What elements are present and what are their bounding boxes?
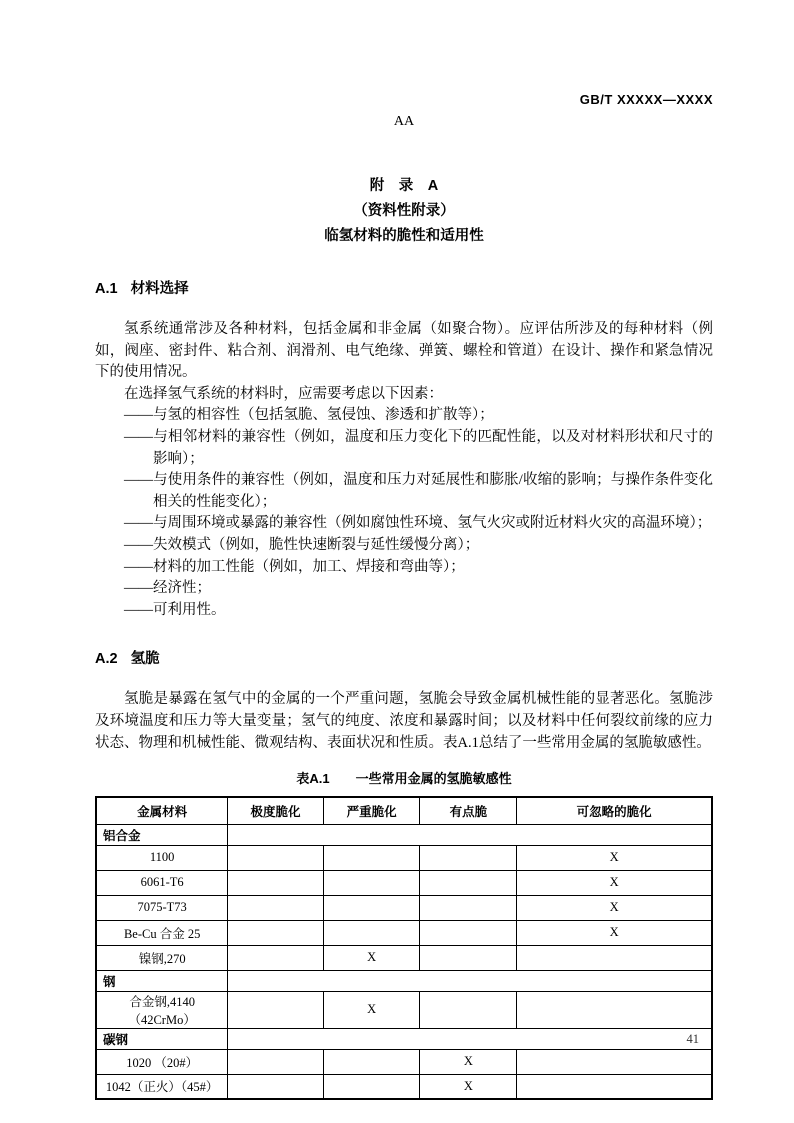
sensitivity-cell — [420, 895, 517, 920]
group-merged-cell — [228, 970, 712, 991]
table-row — [96, 845, 712, 870]
sensitivity-cell — [420, 920, 517, 945]
sensitivity-cell — [517, 991, 712, 1028]
factor-item: ——经济性； — [124, 580, 211, 597]
factor-item: ——可利用性。 — [124, 601, 226, 618]
table-header-cell: 严重脆化 — [323, 797, 420, 824]
material-cell: 碳钢 — [96, 1028, 228, 1049]
material-cell: 铝合金 — [96, 824, 228, 845]
table-row — [96, 895, 712, 920]
factor-item: ——失效模式（例如，脆性快速断裂与延性缓慢分离）； — [124, 536, 480, 553]
factor-item: ——与氢的相容性（包括氢脆、氢侵蚀、渗透和扩散等）； — [124, 407, 494, 424]
section-title: 氢脆 — [130, 651, 160, 668]
factor-item: ——与周围环境或暴露的兼容性（例如腐蚀性环境、氢气火灾或附近材料火灾的高温环境）； — [124, 515, 712, 532]
sensitivity-cell — [323, 845, 420, 870]
sensitivity-cell — [228, 945, 323, 970]
paragraph-a2: 氢脆是暴露在氢气中的金属的一个严重问题，氢脆会导致金属机械性能的显著恶化。氢脆涉及环境温度和压力等大量变量；氢气的纯度、浓度和暴露时间；以及材料中任何裂纹前缘的应力状态、物理和机械性能、微观结构、表面状况和性质。表A.1总结了一些常用金属的氢脆敏感性。 — [95, 691, 713, 751]
table-header — [96, 797, 712, 824]
sensitivity-cell: X — [420, 1074, 517, 1099]
table-row — [96, 970, 712, 991]
material-cell: 1020 （20#） — [96, 1049, 228, 1074]
sensitivity-cell: X — [517, 895, 712, 920]
sensitivity-cell — [228, 870, 323, 895]
sensitivity-cell — [420, 945, 517, 970]
page-number: 41 — [686, 1032, 699, 1046]
standard-code: GB/T XXXXX—XXXX — [579, 92, 713, 107]
factor-item: ——与使用条件的兼容性（例如，温度和压力对延展性和膨胀/收缩的影响；与操作条件变化相关的性能变化）； — [124, 472, 713, 510]
sensitivity-cell — [323, 920, 420, 945]
table-body — [96, 824, 712, 1099]
sensitivity-cell — [517, 945, 712, 970]
sensitivity-cell — [420, 870, 517, 895]
paragraph-a1: 氢系统通常涉及各种材料，包括金属和非金属（如聚合物）。应评估所涉及的每种材料（例如，阀座、密封件、粘合剂、润滑剂、电气绝缘、弹簧、螺栓和管道）在设计、操作和紧急情况下的使用情况。 — [95, 321, 713, 381]
sensitivity-cell: X — [517, 845, 712, 870]
table-header-cell: 可忽略的脆化 — [517, 797, 712, 824]
table-caption-label: 表A.1 — [296, 771, 330, 787]
table-caption — [95, 768, 713, 787]
sensitivity-cell — [420, 991, 517, 1028]
section-title: 材料选择 — [130, 281, 189, 297]
sensitivity-cell: X — [517, 920, 712, 945]
paragraph-a1-lead-in: 在选择氢气系统的材料时，应需要考虑以下因素： — [124, 385, 443, 402]
sensitivity-cell — [420, 845, 517, 870]
sensitivity-cell — [323, 1074, 420, 1099]
table-row — [96, 1049, 712, 1074]
section-number: A.1 — [95, 281, 118, 297]
table-row — [96, 870, 712, 895]
sensitivity-cell: X — [323, 945, 420, 970]
section-heading-a2 — [95, 647, 713, 668]
material-cell: 合金钢,4140（42CrMo） — [96, 991, 228, 1028]
material-cell: 1042（正火）（45#） — [96, 1074, 228, 1099]
embrittlement-table — [95, 796, 713, 1100]
appendix-heading — [95, 174, 713, 249]
material-cell: 镍钢,270 — [96, 945, 228, 970]
appendix-title: 附 录 A — [369, 178, 439, 194]
material-cell: 6061-T6 — [96, 870, 228, 895]
sensitivity-cell — [517, 1074, 712, 1099]
sensitivity-cell — [323, 895, 420, 920]
table-row — [96, 1074, 712, 1099]
table-header-cell: 金属材料 — [96, 797, 228, 824]
table-row — [96, 945, 712, 970]
factor-item: ——材料的加工性能（例如，加工、焊接和弯曲等）； — [124, 558, 465, 575]
table-row — [96, 991, 712, 1028]
section-number: A.2 — [95, 651, 118, 668]
sensitivity-cell — [228, 1049, 323, 1074]
page-marker: AA — [393, 114, 415, 129]
appendix-type-label: （资料性附录） — [353, 203, 455, 219]
group-merged-cell — [228, 824, 712, 845]
section-heading-a1 — [95, 277, 713, 298]
material-cell: Be-Cu 合金 25 — [96, 920, 228, 945]
material-cell: 7075-T73 — [96, 895, 228, 920]
sensitivity-cell — [228, 1074, 323, 1099]
sensitivity-cell: X — [420, 1049, 517, 1074]
sensitivity-cell — [228, 991, 323, 1028]
sensitivity-cell — [228, 920, 323, 945]
table-row — [96, 920, 712, 945]
factors-list — [95, 405, 713, 621]
sensitivity-cell — [228, 845, 323, 870]
page-content — [95, 0, 713, 1100]
table-header-cell: 有点脆 — [420, 797, 517, 824]
table-caption-title: 一些常用金属的氢脆敏感性 — [355, 771, 512, 787]
material-cell: 1100 — [96, 845, 228, 870]
sensitivity-cell — [323, 1049, 420, 1074]
table-row — [96, 824, 712, 845]
table-header-row — [96, 797, 712, 824]
sensitivity-cell: X — [323, 991, 420, 1028]
material-cell: 钢 — [96, 970, 228, 991]
sensitivity-cell: X — [517, 870, 712, 895]
factor-item: ——与相邻材料的兼容性（例如，温度和压力变化下的匹配性能，以及对材料形状和尺寸的影响）； — [124, 428, 713, 467]
sensitivity-cell — [323, 870, 420, 895]
sensitivity-cell — [228, 895, 323, 920]
appendix-subject: 临氢材料的脆性和适用性 — [324, 228, 484, 244]
table-header-cell: 极度脆化 — [228, 797, 323, 824]
sensitivity-cell — [517, 1049, 712, 1074]
